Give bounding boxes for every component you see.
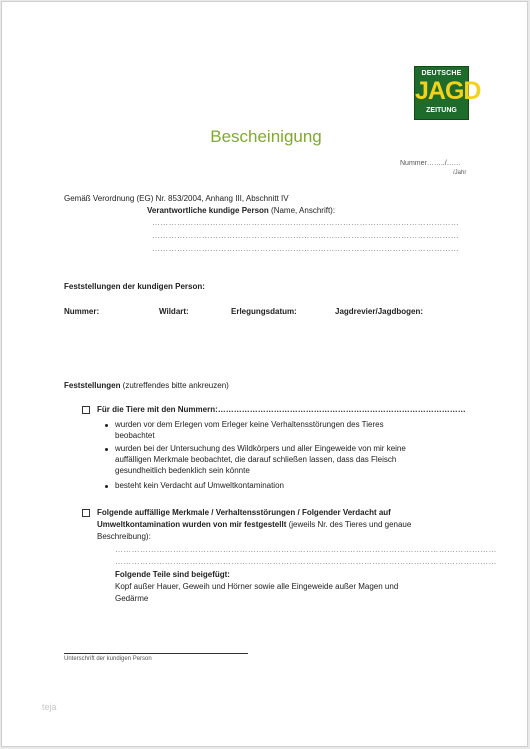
document-title: Bescheinigung [210,127,322,146]
beigefuegt-line1: Kopf außer Hauer, Geweih und Hörner sowie alle Eingeweide außer Magen und [115,582,399,591]
feststellungen-bold: Feststellungen [64,381,121,390]
regulation-text: Gemäß Verordnung (EG) Nr. 853/2004, Anhang III, Abschnitt IV [64,194,289,203]
option1-bullet-2c: gesundheitlich bedenklich sein könnte [115,466,250,475]
option2-line2-bold: Umweltkontamination wurden von mir festgestellt [97,520,287,529]
option2-dotted-line-1: ………………………………………………………………………………………………………………………… [115,545,497,554]
person-dotted-line-3: ………………………………………………………………………………………………… [152,244,460,253]
bullet [105,485,108,488]
option2-dotted-line-2: ………………………………………………………………………………………………………………………… [115,557,497,566]
person-label-bold: Verantwortliche kundige Person [147,206,269,215]
watermark: teja [42,702,57,712]
signature-label: Unterschrift der kundigen Person [64,656,152,662]
column-erlegungsdatum: Erlegungsdatum: [231,307,297,316]
feststellungen-instruction [64,380,229,391]
feststellungen-rest: (zutreffendes bitte ankreuzen) [120,381,229,390]
deutsche-jagdzeitung-logo [414,66,481,120]
logo-line3: ZEITUNG [426,107,457,114]
option1-bullet-3: besteht kein Verdacht auf Umweltkontamination [115,481,284,490]
column-nummer: Nummer: [64,307,100,316]
bullet [105,448,108,451]
person-dotted-line-1: ………………………………………………………………………………………………… [152,218,460,227]
option2-line3: Beschreibung): [97,532,151,541]
option1-checkbox[interactable] [82,406,90,414]
column-wildart: Wildart: [159,307,189,316]
option1-label: Für die Tiere mit den Nummern:………………………………………………………………………………… [97,405,466,414]
person-label [147,205,335,216]
beigefuegt-heading: Folgende Teile sind beigefügt: [115,570,230,579]
option2-line2-rest: (jeweils Nr. des Tieres und genaue [286,520,412,529]
document-page [1,1,528,747]
option1-bullet-1a: wurden vor dem Erlegen vom Erleger keine Verhaltensstörungen des Tieres [115,420,384,429]
column-jagdrevier: Jagdrevier/Jagdbogen: [335,307,424,316]
signature-line [64,653,248,654]
option1-bullet-1b: beobachtet [115,431,155,440]
person-label-rest: (Name, Anschrift): [268,206,336,215]
logo-line1: DEUTSCHE [421,70,462,77]
person-dotted-line-2: ………………………………………………………………………………………………… [152,231,460,240]
option1-bullet-2b: auffälligen Merkmale beobachtet, die darauf schließen lassen, dass das Fleisch [115,455,397,464]
option2-line2 [97,519,411,530]
jahr-label: /Jahr [453,170,467,176]
nummer-label: Nummer……../…… [400,160,461,167]
logo-line2: JAGD [415,77,481,105]
option2-line1: Folgende auffällige Merkmale / Verhaltensstörungen / Folgender Verdacht auf [97,508,391,517]
option2-checkbox[interactable] [82,509,90,517]
feststellungen-heading: Feststellungen der kundigen Person: [64,282,205,291]
option1-bullet-2a: wurden bei der Untersuchung des Wildkörpers und aller Eingeweide von mir keine [115,444,406,453]
beigefuegt-line2: Gedärme [115,594,149,603]
bullet [105,424,108,427]
